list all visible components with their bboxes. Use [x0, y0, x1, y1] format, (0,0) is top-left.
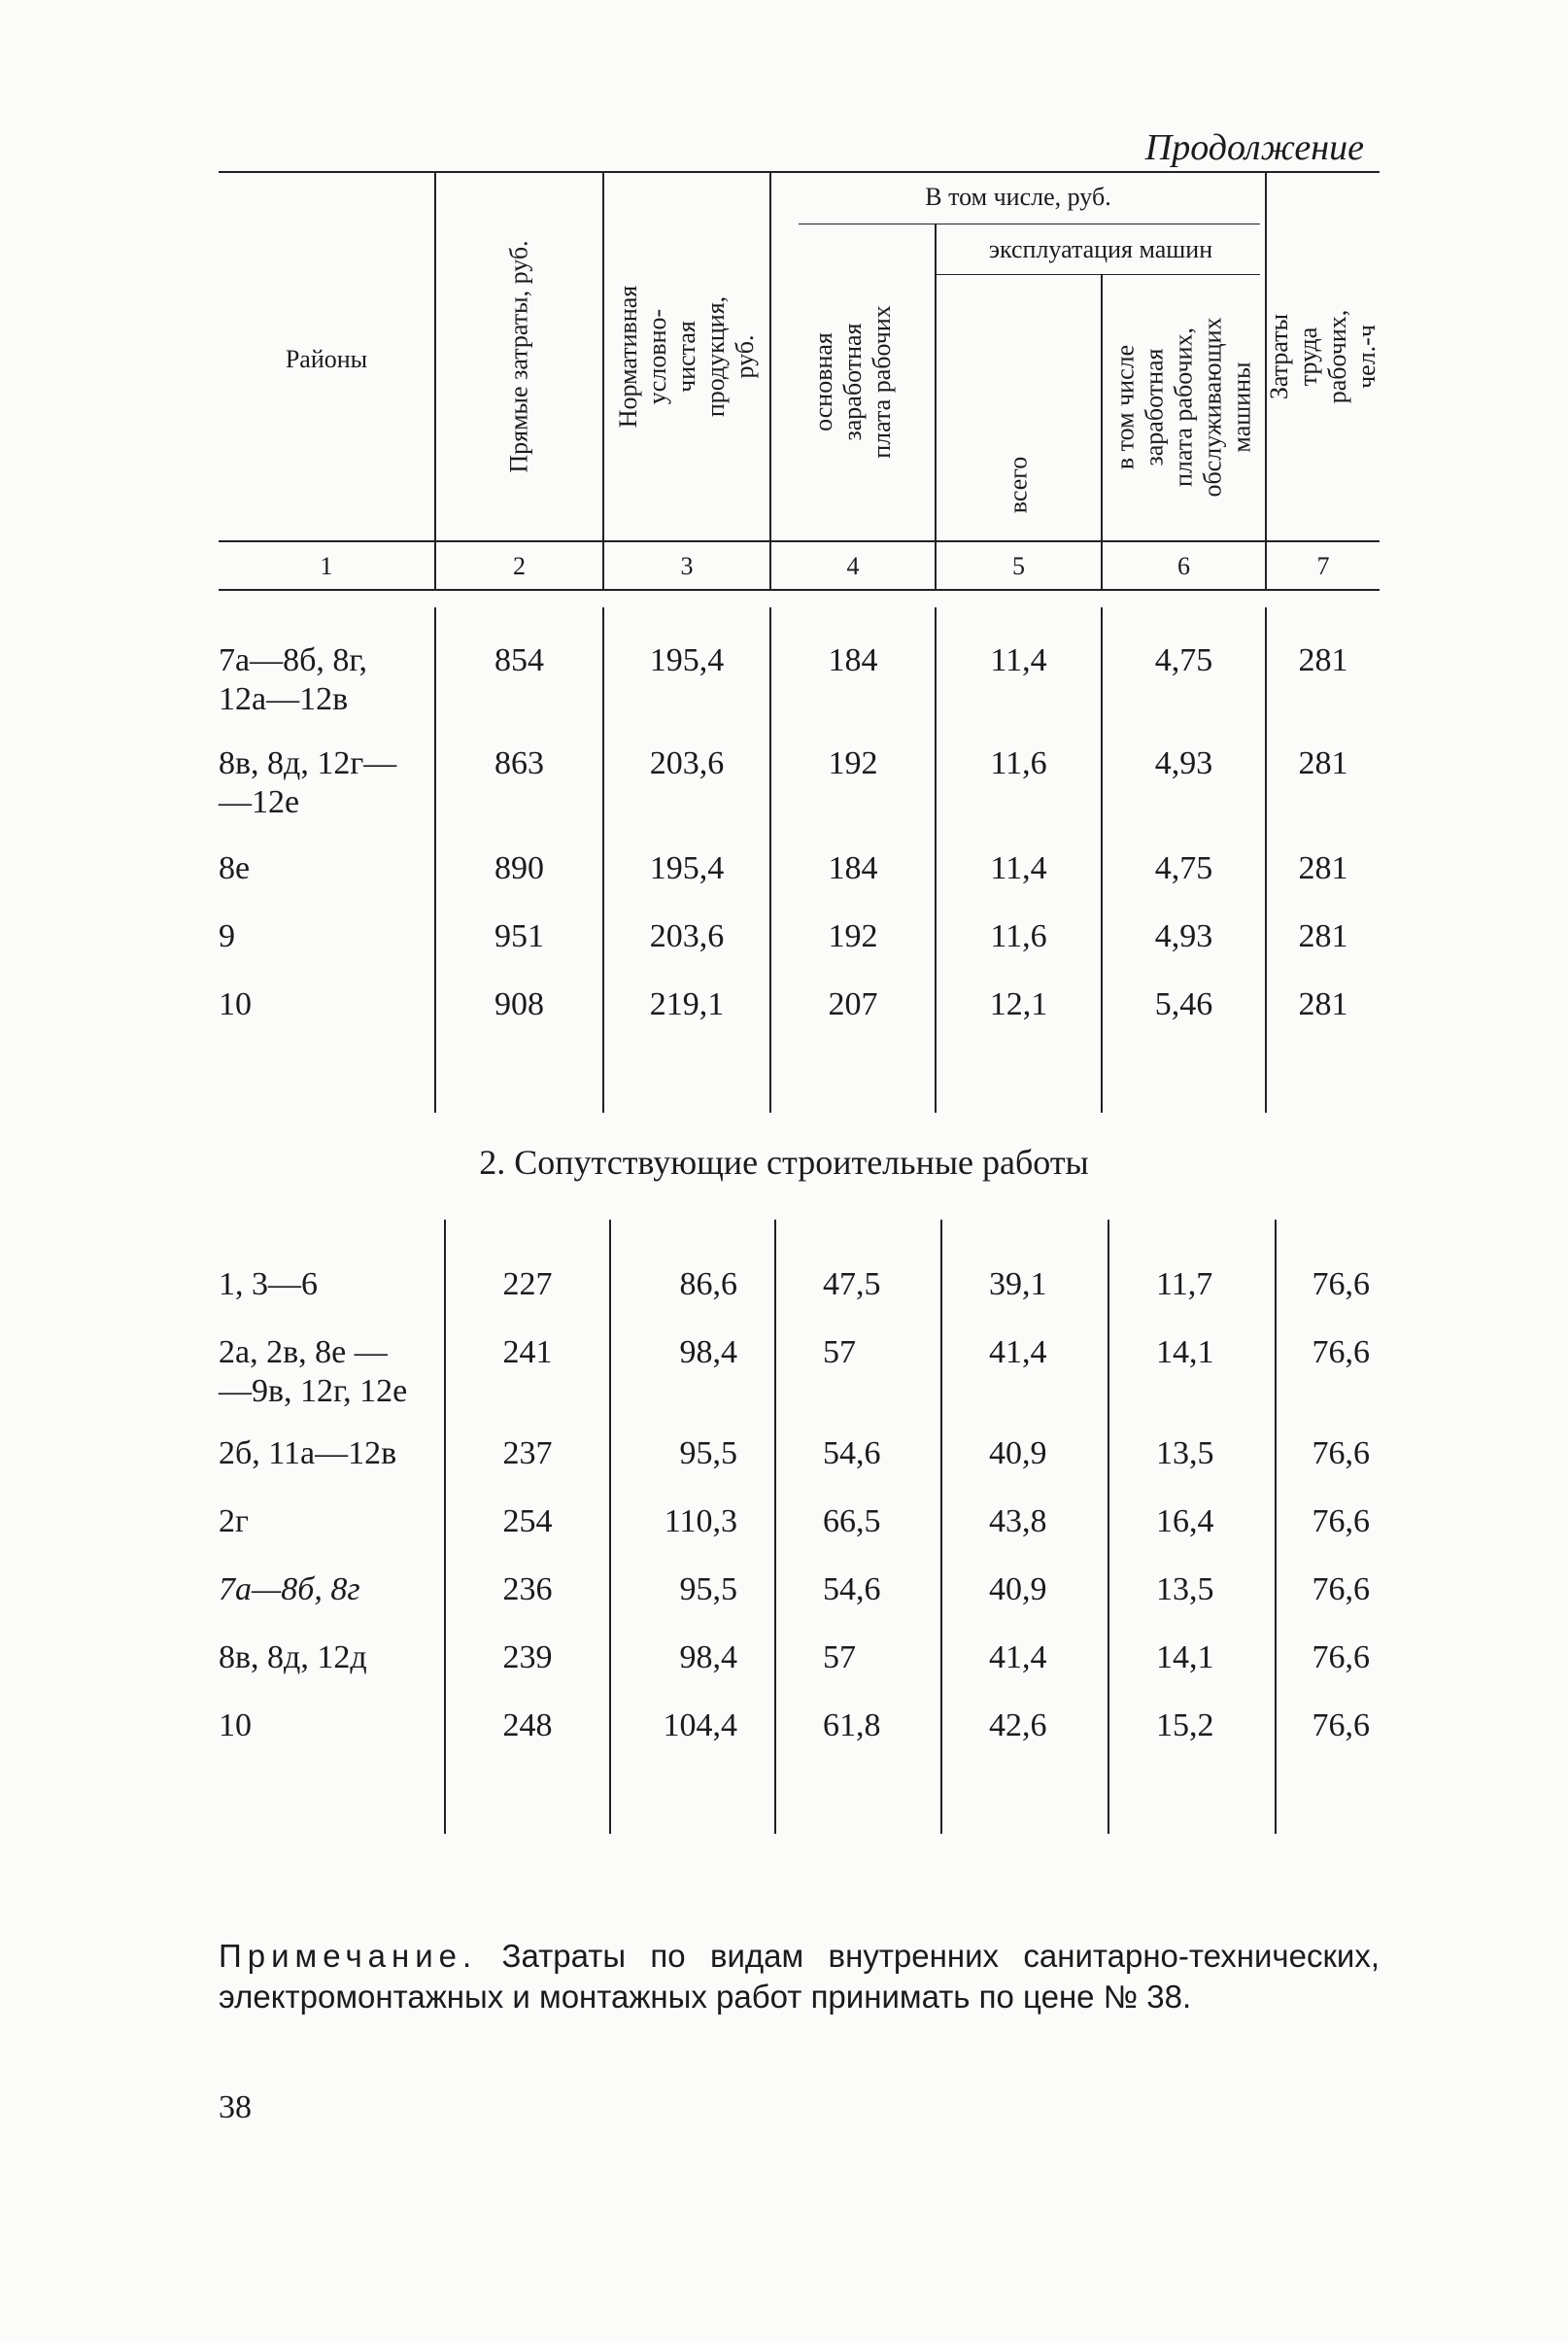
- header-bottom-rule: [219, 540, 1380, 542]
- direct-costs-cell: 248: [502, 1707, 553, 1743]
- table-top-rule: [219, 171, 1380, 173]
- base-wage-cell: 184: [828, 642, 878, 678]
- total-cell: 40,9: [989, 1571, 1047, 1607]
- region-cell: 10: [219, 986, 252, 1022]
- direct-costs-cell: 227: [502, 1266, 553, 1302]
- header-base-wage: основная заработная плата рабочих: [809, 305, 896, 459]
- region-cell: 8е: [219, 850, 251, 886]
- continuation-label: Продолжение: [1144, 127, 1364, 168]
- header-machine-operation: эксплуатация машин: [988, 235, 1213, 263]
- incl-wage-cell: 4,75: [1154, 642, 1213, 678]
- header-including-rub: В том числе, руб.: [925, 183, 1111, 211]
- direct-costs-cell: 236: [502, 1571, 553, 1607]
- incl-wage-cell: 14,1: [1156, 1334, 1214, 1370]
- base-wage-cell: 207: [828, 986, 878, 1022]
- incl-wage-cell: 4,75: [1154, 850, 1213, 886]
- region-cell: 7а—8б, 8г: [219, 1571, 360, 1607]
- t2-vline-4: [940, 1220, 942, 1834]
- base-wage-cell: 54,6: [823, 1571, 881, 1607]
- incl-wage-cell: 13,5: [1156, 1571, 1214, 1607]
- direct-costs-cell: 854: [494, 642, 544, 678]
- t2-vline-5: [1108, 1220, 1109, 1834]
- direct-costs-cell: 237: [502, 1435, 553, 1471]
- total-cell: 39,1: [989, 1266, 1047, 1302]
- header-labor-cost: Затраты труда рабочих, чел.-ч: [1265, 309, 1381, 404]
- normative-product-cell: 195,4: [649, 850, 725, 886]
- normative-product-cell: 98,4: [679, 1639, 737, 1675]
- header-total: всего: [1004, 456, 1033, 514]
- normative-product-cell: 95,5: [679, 1571, 737, 1607]
- labor-cost-cell: 281: [1298, 918, 1348, 954]
- direct-costs-cell: 951: [494, 918, 544, 954]
- region-cell: 2г: [219, 1503, 249, 1539]
- header-normative-product: Нормативная условно-чистая продукция, руб.: [614, 285, 759, 429]
- header-incl-wage-operators: в том числе заработная плата рабочих, обслуживающих машины: [1110, 317, 1256, 498]
- base-wage-cell: 184: [828, 850, 878, 886]
- labor-cost-cell: 76,6: [1312, 1435, 1370, 1471]
- region-cell: 10: [219, 1707, 252, 1743]
- labor-cost-cell: 76,6: [1312, 1707, 1370, 1743]
- colnum-7: 7: [1316, 552, 1330, 580]
- base-wage-cell: 57: [823, 1639, 856, 1675]
- base-wage-cell: 192: [828, 745, 878, 781]
- section-2-title: 2. Сопутствующие строительные работы: [479, 1143, 1089, 1182]
- total-cell: 41,4: [989, 1334, 1047, 1370]
- colnum-5: 5: [1012, 552, 1025, 580]
- normative-product-cell: 95,5: [679, 1435, 737, 1471]
- incl-wage-cell: 13,5: [1156, 1435, 1214, 1471]
- region-cell: 7а—8б, 8г, 12а—12в: [219, 642, 367, 717]
- region-cell: 1, 3—6: [219, 1266, 318, 1302]
- region-cell: 8в, 8д, 12д: [219, 1639, 367, 1675]
- labor-cost-cell: 76,6: [1312, 1503, 1370, 1539]
- direct-costs-cell: 254: [502, 1503, 553, 1539]
- total-cell: 11,4: [990, 850, 1047, 886]
- direct-costs-cell: 863: [494, 745, 544, 781]
- footnote-text: Затраты по видам внутренних санитарно-технических, электромонтажных и монтажных работ принимать по цене № 38.: [219, 1938, 1381, 2015]
- direct-costs-cell: 239: [502, 1639, 553, 1675]
- labor-cost-cell: 76,6: [1312, 1334, 1370, 1370]
- normative-product-cell: 203,6: [649, 918, 725, 954]
- labor-cost-cell: 76,6: [1312, 1639, 1370, 1675]
- region-cell: 9: [219, 918, 235, 954]
- base-wage-cell: 54,6: [823, 1435, 881, 1471]
- normative-product-cell: 203,6: [649, 745, 725, 781]
- normative-product-cell: 195,4: [649, 642, 725, 678]
- normative-product-cell: 219,1: [649, 986, 725, 1022]
- total-cell: 43,8: [989, 1503, 1047, 1539]
- incl-wage-cell: 4,93: [1154, 745, 1213, 781]
- colnum-1: 1: [320, 552, 333, 580]
- total-cell: 11,6: [990, 745, 1047, 781]
- footnote: [219, 1936, 1380, 2017]
- normative-product-cell: 86,6: [679, 1266, 737, 1302]
- base-wage-cell: 61,8: [823, 1707, 881, 1743]
- total-cell: 11,6: [990, 918, 1047, 954]
- incl-wage-cell: 16,4: [1156, 1503, 1214, 1539]
- labor-cost-cell: 281: [1298, 642, 1348, 678]
- machines-rule: [935, 274, 1260, 275]
- base-wage-cell: 66,5: [823, 1503, 881, 1539]
- header-regions: Районы: [285, 345, 368, 373]
- total-cell: 41,4: [989, 1639, 1047, 1675]
- region-cell: 2а, 2в, 8е — —9в, 12г, 12е: [219, 1334, 408, 1409]
- incl-wage-cell: 11,7: [1156, 1266, 1213, 1302]
- incl-wage-cell: 14,1: [1156, 1639, 1214, 1675]
- direct-costs-cell: 890: [494, 850, 544, 886]
- total-cell: 12,1: [989, 986, 1048, 1022]
- region-cell: 8в, 8д, 12г— —12е: [219, 745, 397, 820]
- base-wage-cell: 47,5: [823, 1266, 881, 1302]
- labor-cost-cell: 76,6: [1312, 1266, 1370, 1302]
- base-wage-cell: 57: [823, 1334, 856, 1370]
- colnum-3: 3: [680, 552, 694, 580]
- region-cell: 2б, 11а—12в: [219, 1435, 397, 1471]
- t2-vline-3: [774, 1220, 776, 1834]
- normative-product-cell: 104,4: [663, 1707, 737, 1743]
- incl-wage-cell: 15,2: [1156, 1707, 1214, 1743]
- labor-cost-cell: 281: [1298, 850, 1348, 886]
- direct-costs-cell: 908: [494, 986, 544, 1022]
- total-cell: 11,4: [990, 642, 1047, 678]
- colnum-6: 6: [1177, 552, 1190, 580]
- labor-cost-cell: 76,6: [1312, 1571, 1370, 1607]
- normative-product-cell: 98,4: [679, 1334, 737, 1370]
- colnum-bottom-rule: [219, 589, 1380, 591]
- incl-wage-cell: 5,46: [1154, 986, 1213, 1022]
- colnum-4: 4: [846, 552, 860, 580]
- base-wage-cell: 192: [828, 918, 878, 954]
- labor-cost-cell: 281: [1298, 745, 1348, 781]
- total-cell: 42,6: [989, 1707, 1047, 1743]
- normative-product-cell: 110,3: [664, 1503, 737, 1539]
- colnum-2: 2: [513, 552, 526, 580]
- header-direct-costs: Прямые затраты, руб.: [504, 240, 533, 473]
- total-cell: 40,9: [989, 1435, 1047, 1471]
- labor-cost-cell: 281: [1298, 986, 1348, 1022]
- incl-wage-cell: 4,93: [1154, 918, 1213, 954]
- direct-costs-cell: 241: [502, 1334, 553, 1370]
- page-number: 38: [219, 2089, 252, 2125]
- footnote-label: Примечание.: [219, 1938, 478, 1974]
